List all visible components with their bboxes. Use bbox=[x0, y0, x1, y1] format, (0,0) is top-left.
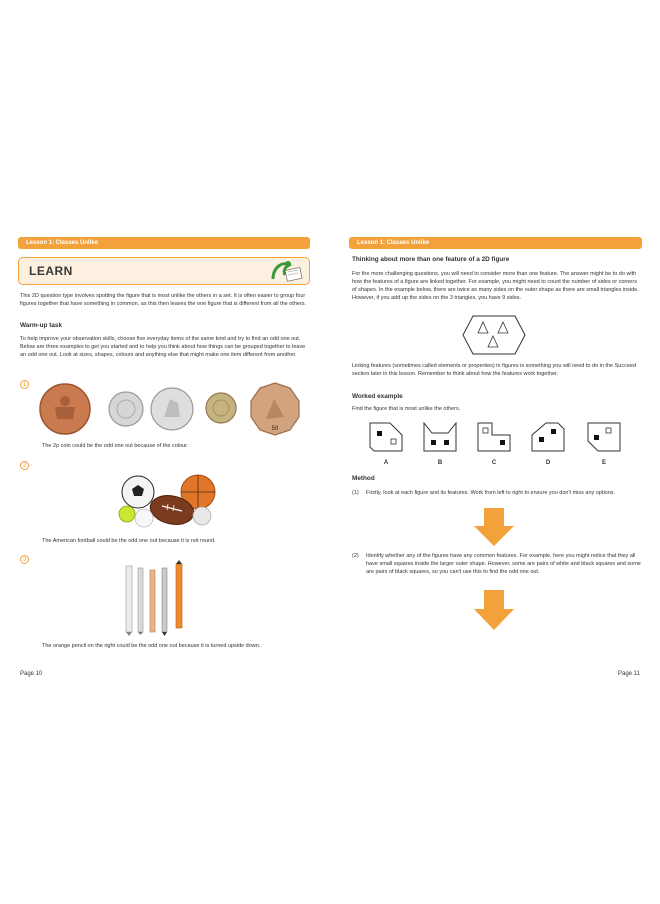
learn-intro-text: This 2D question type involves spotting the figure that is most unlike the others in a set. It is often easier to group four figures together that have something in common, as this then leaves the one figure that is different from all the others. bbox=[20, 293, 307, 307]
right-heading: Thinking about more than one feature of a 2D figure bbox=[352, 256, 510, 263]
learn-mascot-icon bbox=[269, 257, 307, 285]
coin-5p bbox=[109, 392, 143, 426]
figure-d bbox=[530, 421, 566, 453]
example-number-2: 2 bbox=[20, 461, 29, 470]
example-caption-2: The American football could be the odd one out because it is not round. bbox=[42, 538, 216, 544]
right-lesson-banner: Lesson 1: Classes Unlike bbox=[349, 237, 642, 249]
pencil-orange bbox=[176, 564, 182, 628]
worked-example-text: Find the figure that is most unlike the others. bbox=[352, 406, 461, 412]
example-caption-3: The orange pencil on the right could be the odd one out because it is turned upside down. bbox=[42, 643, 261, 649]
coin-20p bbox=[206, 393, 236, 423]
figure-label-d: D bbox=[545, 460, 551, 466]
right-para-2: Linking features (sometimes called elements or properties) in figures is something you will need to do in the Succeed section later in this lesson. Remember to think about how the features work together. bbox=[352, 363, 637, 377]
figure-b bbox=[422, 421, 458, 453]
figure-label-e: E bbox=[601, 460, 606, 466]
step-text-1: Firstly, look at each figure and its features. Work from left to right to ensure you don't miss any options. bbox=[366, 490, 616, 496]
figure-a bbox=[368, 421, 404, 453]
figure-label-b: B bbox=[437, 460, 443, 466]
figure-label-c: C bbox=[491, 460, 497, 466]
golf-ball bbox=[193, 507, 211, 525]
method-heading: Method bbox=[352, 475, 375, 482]
example-number-3: 3 bbox=[20, 555, 29, 564]
warmup-text: To help improve your observation skills, choose five everyday items of the same kind and try to find an odd one out. Below are three examples to get you started and to help you think about how things can be grouped together to leave an odd one out. Look at sizes, shapes, colours and anything else that might make one item different from another. bbox=[20, 336, 306, 358]
example-number-1: 1 bbox=[20, 380, 29, 389]
left-page-number: Page 10 bbox=[20, 671, 43, 677]
pens-image bbox=[120, 560, 200, 636]
coin-50-label: 50 bbox=[271, 426, 279, 432]
example-caption-1: The 2p coin could be the odd one out because of the colour. bbox=[42, 443, 189, 449]
coins-image bbox=[38, 377, 302, 437]
right-para-1: For the more challenging questions, you will need to consider more than one feature. The answer might be to do with how the features of a figure are linked together. For example, you might need to count the number of sides or corners of shapes. In the example below, there are twice as many sides on the outer shape as there are small triangles inside. However, if you add up the sides on the 3 triangles, you have 9 sides. bbox=[352, 271, 639, 301]
right-page-number: Page 11 bbox=[618, 671, 640, 677]
pen-2 bbox=[138, 568, 143, 632]
learn-box bbox=[18, 257, 310, 285]
hexagon-example-figure bbox=[461, 314, 527, 356]
arrow-down-icon-1 bbox=[474, 508, 514, 546]
figure-e bbox=[586, 421, 622, 453]
arrow-down-icon-2 bbox=[474, 590, 514, 630]
step-text-2: Identify whether any of the figures have any common features. For example, here you might notice that they all have small squares inside the larger outer shape. However, some are pairs of white and black squares and some are pairs of black squares, so you can't use this to find the odd one out. bbox=[366, 553, 641, 575]
figure-c bbox=[476, 421, 512, 453]
pencil-1 bbox=[162, 568, 167, 632]
worked-example-heading: Worked example bbox=[352, 393, 403, 400]
volleyball bbox=[135, 509, 153, 527]
pen-3 bbox=[150, 570, 155, 632]
figure-label-a: A bbox=[383, 460, 389, 466]
tennis-ball bbox=[119, 506, 135, 522]
warmup-heading: Warm-up task bbox=[20, 322, 63, 329]
step-number-1: (1) bbox=[352, 490, 359, 496]
pen-1 bbox=[126, 566, 132, 632]
learn-title: LEARN bbox=[29, 264, 73, 278]
left-lesson-banner: Lesson 1: Classes Unlike bbox=[18, 237, 310, 249]
step-number-2: (2) bbox=[352, 553, 359, 559]
balls-image bbox=[110, 470, 220, 530]
